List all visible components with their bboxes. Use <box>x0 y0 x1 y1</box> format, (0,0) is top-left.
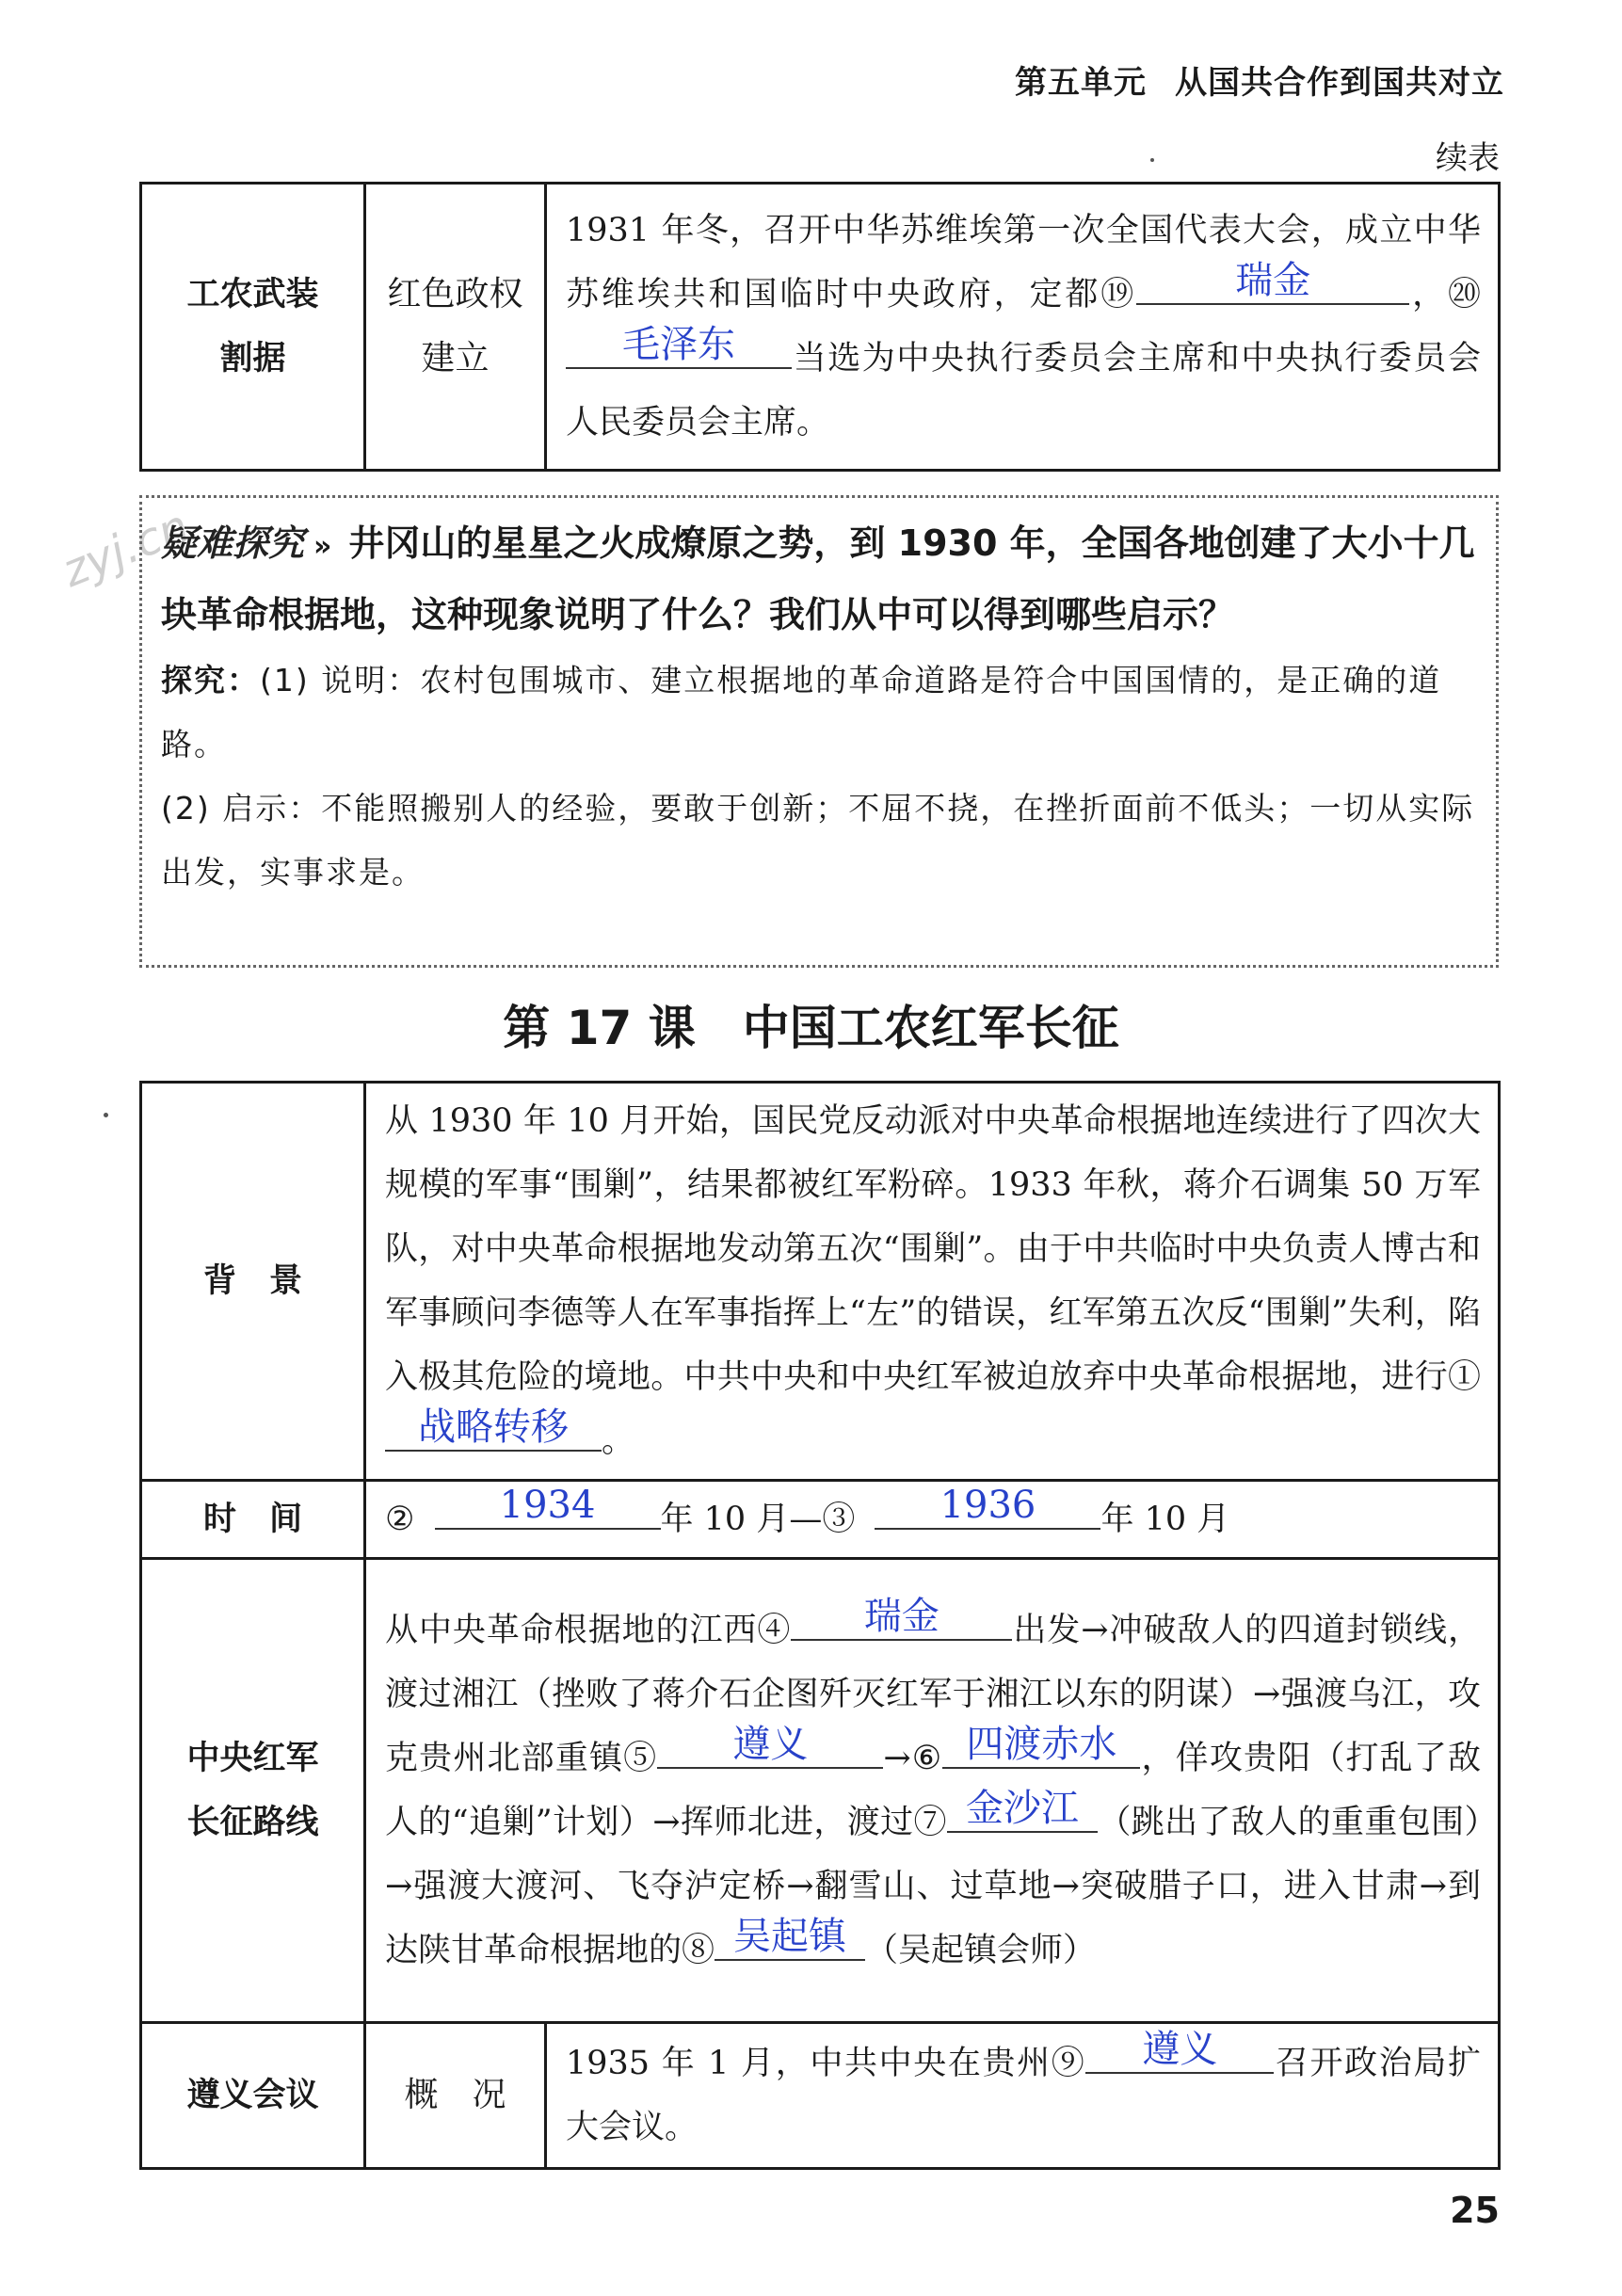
answer-label: 探究： <box>161 662 260 698</box>
speck <box>104 1113 108 1117</box>
handwritten-answer: 金沙江 <box>965 1787 1079 1830</box>
answer-blank-5 <box>657 1723 883 1769</box>
watermark: zyj.cn <box>55 500 197 598</box>
answer-blank-6 <box>942 1723 1140 1769</box>
red-regime-table <box>139 182 1501 472</box>
description-cell: 1931 年冬，召开中华苏维埃第一次全国代表大会，成立中华苏维埃共和国临时中央政府，定都⑲ 瑞金 ，⑳ 毛泽东 当选为中央执行委员会主席和中央执行委员会人民委员会主席。 <box>546 184 1500 471</box>
zunyi-label: 遵义会议 <box>141 2023 365 2169</box>
table-row-zunyi <box>141 2023 1500 2169</box>
handwritten-answer: 毛泽东 <box>622 323 735 366</box>
background-text: 从 1930 年 10 月开始，国民党反动派对中央革命根据地连续进行了四次大规模的军事“围剿”，结果都被红军粉碎。1933 年秋，蒋介石调集 50 万军队，对中央革命根据地发动第五次“围剿”。由于中共临时中央负责人博古和军事顾问李德等人在军事指挥上“左”的错误，红军第五次反“围剿”失利，陷入极其危险的境地。中共中央和中央红军被迫放弃中央革命根据地，进行① 战略转移 。 <box>365 1083 1500 1481</box>
answer-blank-20 <box>566 323 792 369</box>
answer-blank-4 <box>791 1595 1012 1641</box>
inquiry-box <box>139 495 1499 968</box>
time-text: ② 1934 年 10 月—③ 1936 年 10 月 <box>365 1481 1500 1559</box>
answer-blank-9 <box>1085 2028 1274 2074</box>
handwritten-answer: 四渡赤水 <box>966 1723 1117 1766</box>
handwritten-answer: 吴起镇 <box>733 1915 847 1958</box>
zunyi-text: 1935 年 1 月，中共中央在贵州⑨ 遵义 召开政治局扩大会议。 <box>546 2023 1500 2169</box>
handwritten-answer: 1936 <box>939 1484 1036 1527</box>
route-label: 中央红军 长征路线 <box>141 1559 365 2023</box>
page-number: 25 <box>1450 2190 1500 2231</box>
handwritten-answer: 战略转移 <box>418 1405 569 1449</box>
answer-blank-1 <box>385 1405 602 1452</box>
long-march-table <box>139 1081 1501 2170</box>
table-row <box>141 184 1500 471</box>
background-label: 背 景 <box>141 1083 365 1481</box>
subcategory-cell: 红色政权 建立 <box>365 184 546 471</box>
inquiry-question: 疑难探究 » 井冈山的星星之火成燎原之势，到 1930 年，全国各地创建了大小十几块革命根据地，这种现象说明了什么？我们从中可以得到哪些启示？ <box>161 522 1475 635</box>
answer-blank-7 <box>947 1787 1098 1833</box>
inquiry-answer-2: (2) 启示：不能照搬别人的经验，要敢于创新；不屈不挠，在挫折面前不低头；一切从实际出发，实事求是。 <box>161 790 1475 891</box>
lesson-number: 第 17 课 <box>503 1001 696 1055</box>
chevron-right-icon: » <box>313 530 332 563</box>
zunyi-sub: 概 况 <box>365 2023 546 2169</box>
unit-number: 第五单元 <box>1015 64 1147 102</box>
category-cell: 工农武装 割据 <box>141 184 365 471</box>
answer-blank-3 <box>875 1484 1100 1530</box>
answer-blank-19 <box>1136 259 1409 305</box>
unit-title: 从国共合作到国共对立 <box>1175 64 1504 102</box>
handwritten-answer: 遵义 <box>732 1723 809 1766</box>
answer-blank-8 <box>715 1915 865 1961</box>
handwritten-answer: 瑞金 <box>1235 259 1311 302</box>
lesson-title <box>0 990 1622 1058</box>
route-text: 从中央革命根据地的江西④ 瑞金 出发→冲破敌人的四道封锁线，渡过湘江（挫败了蒋介石企图歼灭红军于湘江以东的阴谋）→强渡乌江，攻克贵州北部重镇⑤ 遵义 →⑥ 四渡赤水 ，佯攻贵阳（打乱了敌人的“追剿”计划）→挥师北进，渡过⑦ 金沙江 （跳出了敌人的重重包围）→强渡大渡河、飞夺泸定桥→翻雪山、过草地→突破腊子口，进入甘肃→到达陕甘革命根据地的⑧ 吴起镇 （吴起镇会师） <box>365 1559 1500 2023</box>
inquiry-label: 疑难探究 <box>161 522 305 564</box>
speck <box>1150 158 1154 162</box>
table-row-background <box>141 1083 1500 1481</box>
table-row-time <box>141 1481 1500 1559</box>
answer-blank-2 <box>435 1484 661 1530</box>
table-row-route <box>141 1559 1500 2023</box>
lesson-name: 中国工农红军长征 <box>742 1001 1119 1055</box>
handwritten-answer: 1934 <box>499 1484 596 1527</box>
inquiry-answer-1: 探究：(1) 说明：农村包围城市、建立根据地的革命道路是符合中国国情的，是正确的道路。 <box>161 662 1442 763</box>
time-label: 时 间 <box>141 1481 365 1559</box>
handwritten-answer: 遵义 <box>1142 2028 1218 2071</box>
handwritten-answer: 瑞金 <box>863 1595 939 1638</box>
continued-label: 续表 <box>1436 139 1500 177</box>
unit-header <box>1015 56 1504 103</box>
